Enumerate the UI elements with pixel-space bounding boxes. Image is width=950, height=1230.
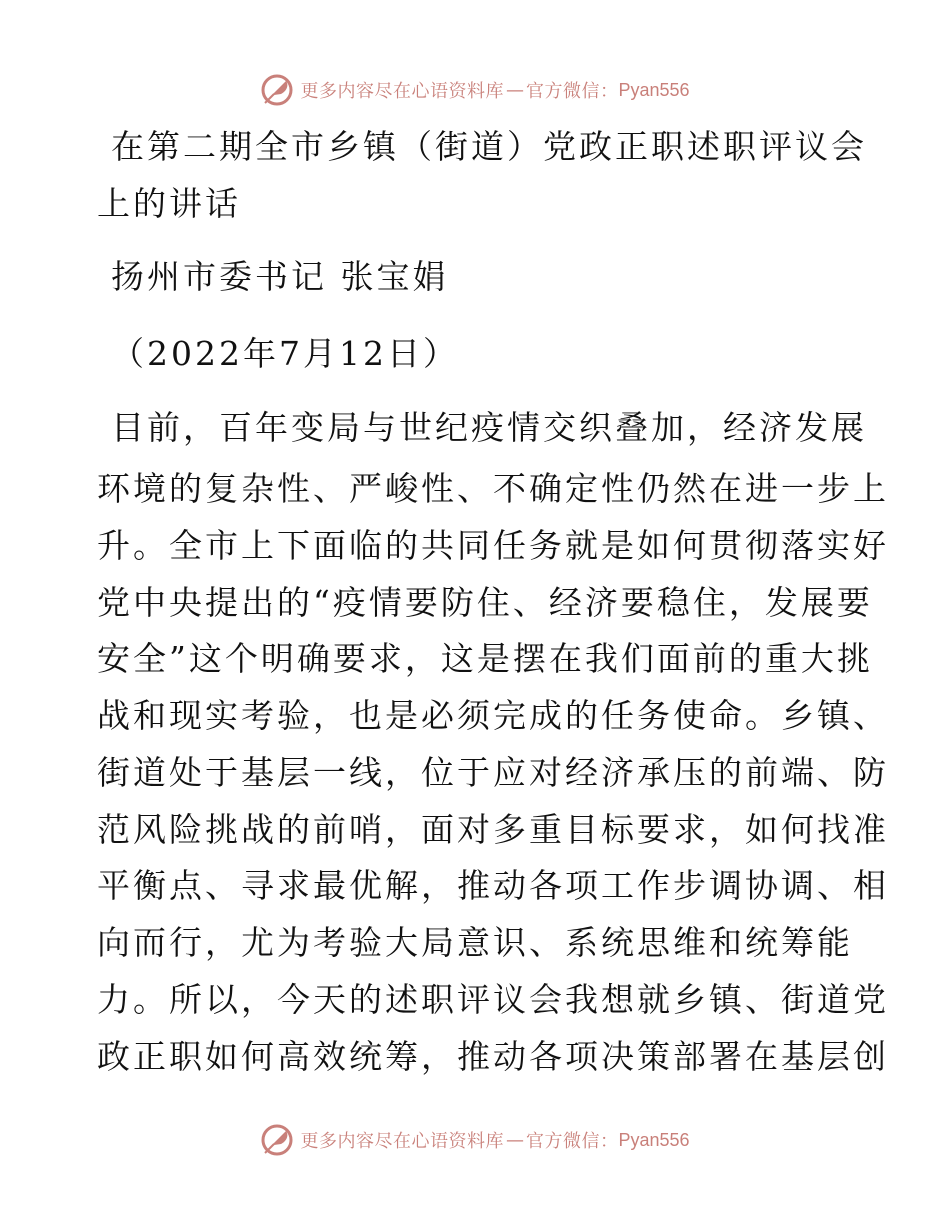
document-date: （2022年7月12日） [111, 334, 459, 373]
body-line: 力。所以，今天的述职评议会我想就乡镇、街道党 [97, 980, 889, 1019]
body-line: 目前，百年变局与世纪疫情交织叠加，经济发展 [111, 408, 867, 447]
watermark-text: 更多内容尽在心语资料库 [300, 81, 504, 102]
body-line: 向而行，尤为考验大局意识、系统思维和统筹能 [97, 923, 853, 962]
header-watermark [0, 70, 950, 110]
body-line: 平衡点、寻求最优解，推动各项工作步调协调、相 [97, 866, 889, 905]
watermark-wechat-label: 官方微信： [525, 1131, 619, 1152]
feather-pen-logo-icon [260, 73, 294, 107]
document-author: 扬州市委书记 张宝娟 [111, 257, 449, 296]
body-line: 安全”这个明确要求，这是摆在我们面前的重大挑 [97, 639, 873, 678]
footer-watermark [0, 1120, 950, 1160]
body-line: 范风险挑战的前哨，面对多重目标要求，如何找准 [97, 810, 889, 849]
body-line: 环境的复杂性、严峻性、不确定性仍然在进一步上 [97, 469, 889, 508]
feather-pen-logo-icon [260, 1123, 294, 1157]
watermark-dash: — [505, 79, 524, 101]
watermark-wechat-label: 官方微信： [525, 81, 619, 102]
body-line: 党中央提出的“疫情要防住、经济要稳住，发展要 [97, 583, 873, 622]
document-title-line-2: 上的讲话 [97, 184, 241, 223]
document-title-line-1: 在第二期全市乡镇（街道）党政正职述职评议会 [111, 127, 867, 166]
body-line: 升。全市上下面临的共同任务就是如何贯彻落实好 [97, 526, 889, 565]
body-line: 街道处于基层一线，位于应对经济承压的前端、防 [97, 753, 889, 792]
watermark-wechat-id: Pyan556 [618, 1129, 690, 1150]
body-line: 政正职如何高效统筹，推动各项决策部署在基层创 [97, 1037, 889, 1076]
body-line: 战和现实考验，也是必须完成的任务使命。乡镇、 [97, 696, 889, 735]
watermark-dash: — [505, 1129, 524, 1151]
watermark-text: 更多内容尽在心语资料库 [300, 1131, 504, 1152]
watermark-wechat-id: Pyan556 [618, 79, 690, 100]
